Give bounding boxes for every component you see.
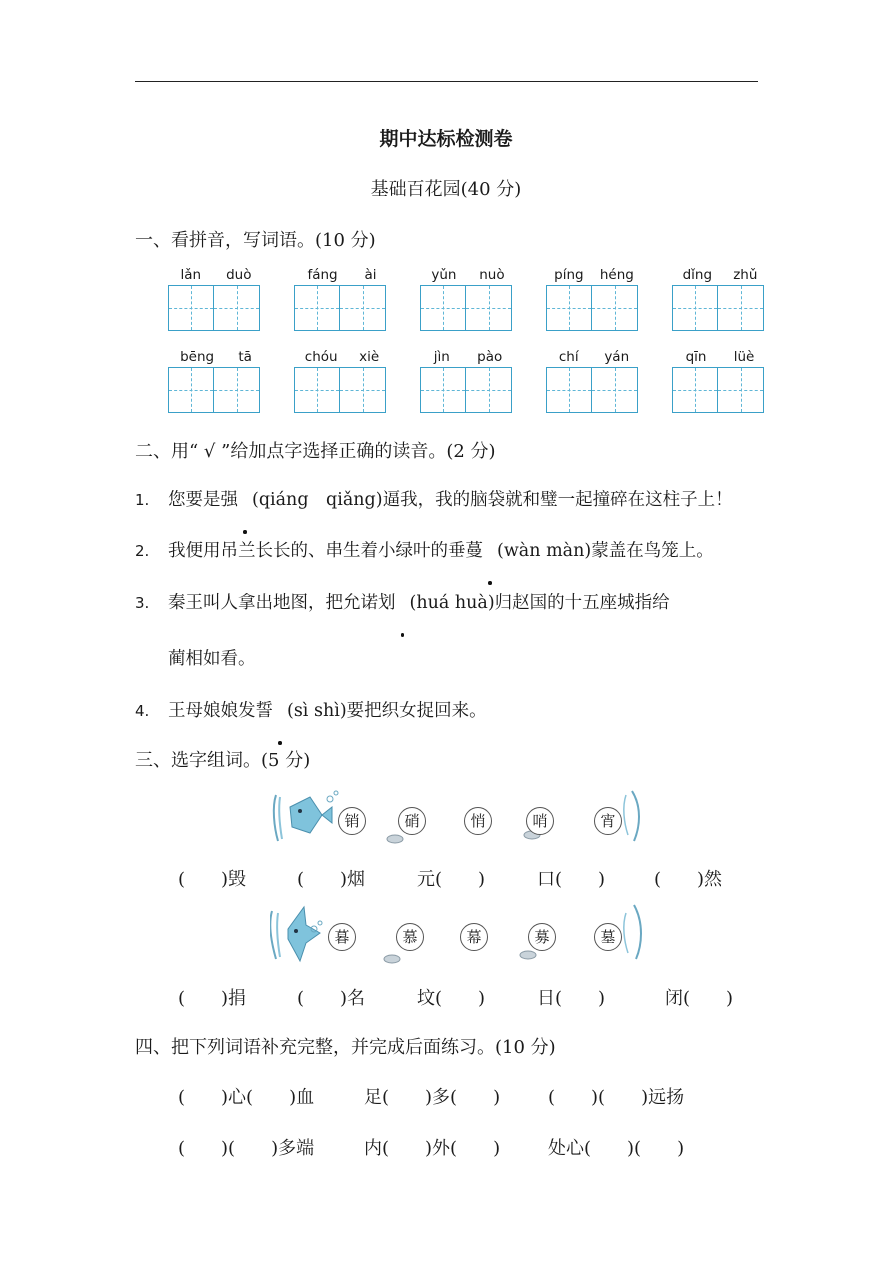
pinyin-options: (qiáng qiǎng) — [252, 490, 383, 510]
writing-cell[interactable] — [672, 367, 718, 413]
pinyin-syllable: chí — [558, 349, 579, 365]
question-3 — [135, 589, 670, 614]
blank-4: 口( ) — [537, 869, 606, 890]
writing-cell[interactable] — [718, 285, 764, 331]
writing-cell[interactable] — [294, 367, 340, 413]
question-number: 3. — [135, 594, 150, 612]
pinyin-syllable: fáng — [307, 267, 338, 283]
writing-grid — [672, 285, 768, 331]
writing-cell[interactable] — [420, 367, 466, 413]
pinyin-label — [168, 265, 264, 285]
char-circle: 销 — [338, 807, 366, 835]
page-title: 期中达标检测卷 — [379, 128, 513, 150]
section1-heading: 一、看拼音，写词语。(10 分) — [135, 230, 376, 251]
question-3-continued: 蔺相如看。 — [168, 649, 256, 669]
pinyin-syllable: zhǔ — [733, 267, 758, 283]
writing-grid — [420, 285, 516, 331]
writing-cell[interactable] — [168, 367, 214, 413]
writing-grid — [546, 285, 642, 331]
pinyin-word-box — [168, 265, 264, 331]
pinyin-word-box — [672, 347, 768, 413]
char-circle: 募 — [528, 923, 556, 951]
question-1 — [135, 486, 733, 511]
pinyin-syllable: chóu — [304, 349, 338, 365]
section4-heading: 四、把下列词语补充完整，并完成后面练习。(10 分) — [135, 1037, 556, 1058]
char-row-2 — [270, 903, 650, 963]
pinyin-word-box — [546, 347, 642, 413]
blank-1: ( )毁 — [178, 869, 247, 890]
char-circle: 暮 — [328, 923, 356, 951]
idiom-blank: 处心( )( ) — [548, 1138, 685, 1159]
writing-grid — [168, 285, 264, 331]
writing-cell[interactable] — [168, 285, 214, 331]
blank-6: ( )捐 — [178, 988, 247, 1009]
pinyin-label — [168, 347, 264, 367]
pinyin-options: (huá huà) — [409, 593, 495, 613]
char-circle: 墓 — [594, 923, 622, 951]
pinyin-word-box — [294, 265, 390, 331]
blank-3: 元( ) — [417, 869, 486, 890]
pinyin-word-box — [420, 265, 516, 331]
question-4 — [135, 697, 487, 722]
pinyin-syllable: tā — [238, 349, 252, 365]
idiom-blank: 足( )多( ) — [364, 1087, 501, 1108]
writing-grid — [168, 367, 264, 413]
pinyin-label — [420, 347, 516, 367]
writing-cell[interactable] — [546, 367, 592, 413]
pinyin-options: (sì shì) — [287, 701, 347, 721]
writing-grid — [546, 367, 642, 413]
char-circle: 慕 — [396, 923, 424, 951]
pinyin-word-box — [672, 265, 768, 331]
writing-cell[interactable] — [672, 285, 718, 331]
writing-cell[interactable] — [340, 367, 386, 413]
question-text: 我便用吊兰长长的、串生着小绿叶的垂蔓 — [168, 541, 483, 561]
writing-cell[interactable] — [592, 367, 638, 413]
question-text: 蒙盖在鸟笼上。 — [591, 541, 714, 561]
blank-9: 日( ) — [537, 988, 606, 1009]
writing-grid — [294, 367, 390, 413]
top-rule — [135, 81, 758, 82]
pinyin-syllable: bēng — [180, 349, 215, 365]
pinyin-word-box — [420, 347, 516, 413]
pinyin-syllable: pào — [477, 349, 503, 365]
char-circle: 悄 — [464, 807, 492, 835]
writing-cell[interactable] — [466, 285, 512, 331]
blank-5: ( )然 — [654, 869, 723, 890]
question-number: 4. — [135, 702, 150, 720]
char-circle: 宵 — [594, 807, 622, 835]
writing-cell[interactable] — [214, 285, 260, 331]
writing-grid — [420, 367, 516, 413]
pinyin-syllable: duò — [226, 267, 252, 283]
question-text: 王母娘娘发誓 — [168, 701, 273, 721]
char-circle: 硝 — [398, 807, 426, 835]
question-text: 逼我，我的脑袋就和璧一起撞碎在这柱子上！ — [382, 490, 733, 510]
writing-cell[interactable] — [592, 285, 638, 331]
writing-cell[interactable] — [294, 285, 340, 331]
idiom-blank: ( )心( )血 — [178, 1087, 315, 1108]
section3-heading: 三、选字组词。(5 分) — [135, 750, 311, 771]
blank-10: 闭( ) — [665, 988, 734, 1009]
question-number: 1. — [135, 491, 150, 509]
writing-grid — [294, 285, 390, 331]
question-text: 归赵国的十五座城指给 — [494, 593, 670, 613]
blank-2: ( )烟 — [297, 869, 366, 890]
pinyin-syllable: yán — [604, 349, 630, 365]
writing-grid — [672, 367, 768, 413]
pinyin-syllable: qīn — [685, 349, 707, 365]
pinyin-options: (wàn màn) — [497, 541, 592, 561]
pinyin-syllable: nuò — [479, 267, 505, 283]
pinyin-word-box — [546, 265, 642, 331]
idiom-blank: ( )( )远扬 — [548, 1087, 685, 1108]
pinyin-syllable: dǐng — [682, 267, 713, 283]
question-text: 秦王叫人拿出地图，把允诺划 — [168, 593, 396, 613]
char-row-1 — [270, 787, 650, 847]
pinyin-syllable: yǔn — [431, 267, 457, 283]
writing-cell[interactable] — [420, 285, 466, 331]
pinyin-syllable: ài — [364, 267, 377, 283]
question-number: 2. — [135, 542, 150, 560]
section2-heading: 二、用“ √ ”给加点字选择正确的读音。(2 分) — [135, 441, 496, 462]
pinyin-syllable: xiè — [359, 349, 380, 365]
pinyin-syllable: lüè — [733, 349, 755, 365]
char-circle: 幕 — [460, 923, 488, 951]
fish-illustration-icon — [270, 787, 650, 847]
pinyin-label — [672, 347, 768, 367]
blank-8: 坟( ) — [417, 988, 486, 1009]
pinyin-syllable: jìn — [433, 349, 450, 365]
writing-cell[interactable] — [546, 285, 592, 331]
char-circle: 哨 — [526, 807, 554, 835]
pinyin-syllable: héng — [599, 267, 634, 283]
idiom-blank: 内( )外( ) — [364, 1138, 501, 1159]
question-text: 您要是强 — [168, 490, 238, 510]
pinyin-label — [672, 265, 768, 285]
pinyin-word-box — [168, 347, 264, 413]
pinyin-syllable: lǎn — [180, 267, 202, 283]
pinyin-label — [420, 265, 516, 285]
page-subtitle: 基础百花园(40 分) — [370, 179, 522, 200]
question-text: 要把织女捉回来。 — [346, 701, 487, 721]
pinyin-label — [546, 265, 642, 285]
pinyin-label — [294, 347, 390, 367]
writing-cell[interactable] — [340, 285, 386, 331]
question-2 — [135, 537, 714, 562]
pinyin-word-box — [294, 347, 390, 413]
writing-cell[interactable] — [466, 367, 512, 413]
blank-7: ( )名 — [297, 988, 366, 1009]
pinyin-label — [546, 347, 642, 367]
pinyin-syllable: píng — [554, 267, 584, 283]
idiom-blank: ( )( )多端 — [178, 1138, 315, 1159]
pinyin-label — [294, 265, 390, 285]
writing-cell[interactable] — [214, 367, 260, 413]
writing-cell[interactable] — [718, 367, 764, 413]
